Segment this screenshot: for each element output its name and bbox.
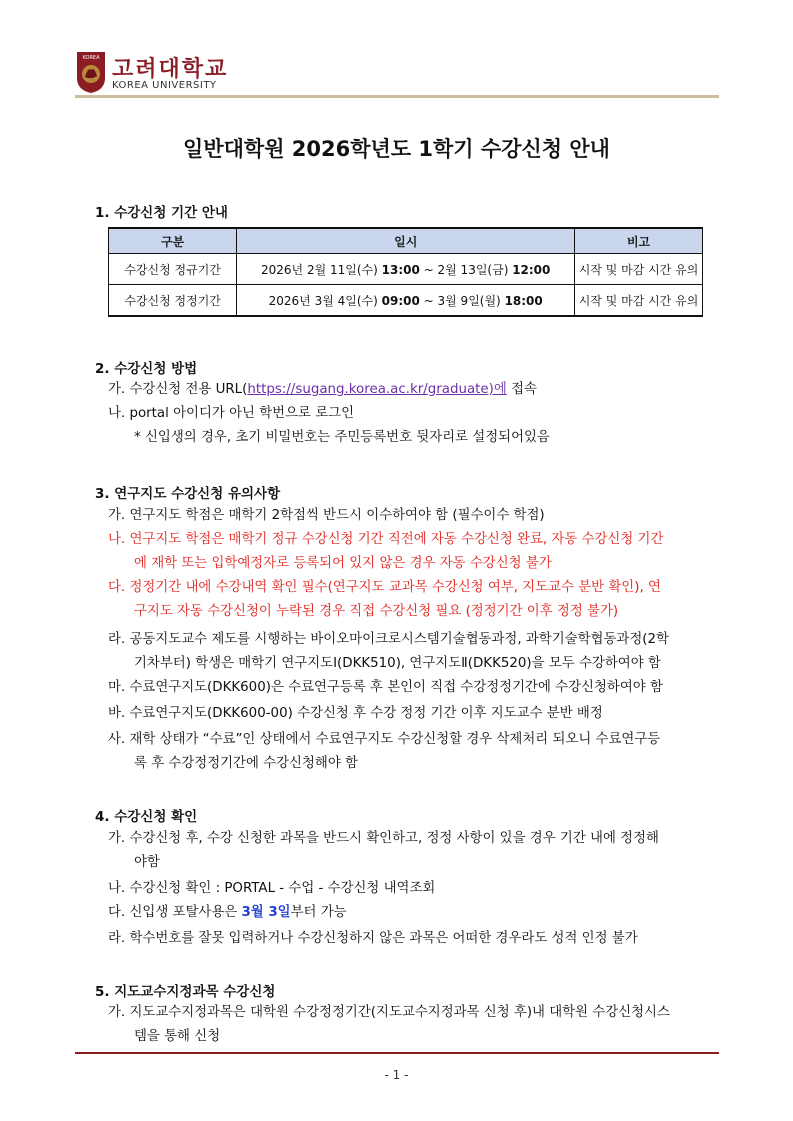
cell-note: 시작 및 마감 시간 유의	[575, 254, 703, 285]
logo-english-name: KOREA UNIVERSITY	[112, 80, 217, 91]
cell-datetime	[237, 254, 575, 285]
cell-category: 수강신청 정규기간	[109, 254, 237, 285]
table-row	[109, 285, 703, 317]
section-4-item-ga-line2: 야함	[134, 855, 160, 870]
item-da-suffix: 부터 가능	[290, 905, 347, 920]
section-3-item-ga: 가. 연구지도 학점은 매학기 2학점씩 반드시 이수하여야 함 (필수이수 학점)	[108, 508, 545, 523]
section-5-heading: 5. 지도교수지정과목 수강신청	[95, 984, 276, 1000]
section-5-item-ga-line1: 가. 지도교수지정과목은 대학원 수강정정기간(지도교수지정과목 신청 후)내 대학원 수강신청시스	[108, 1005, 670, 1020]
section-3-item-na-line1: 나. 연구지도 학점은 매학기 정규 수강신청 기간 직전에 자동 수강신청 완료, 자동 수강신청 기간	[108, 532, 664, 547]
section-2-item-b-note: * 신입생의 경우, 초기 비밀번호는 주민등록번호 뒷자리로 설정되어있음	[134, 430, 550, 445]
section-3-item-da-line2: 구지도 자동 수강신청이 누락된 경우 직접 수강신청 필요 (정정기간 이후 정정 불가)	[134, 604, 619, 619]
time-start: 09:00	[381, 293, 420, 308]
section-4-item-ga-line1: 가. 수강신청 후, 수강 신청한 과목을 반드시 확인하고, 정정 사항이 있을 경우 기간 내에 정정해	[108, 831, 659, 846]
section-3-heading: 3. 연구지도 수강신청 유의사항	[95, 486, 281, 502]
item-a-prefix: 가. 수강신청 전용 URL(	[108, 382, 248, 397]
university-seal-icon	[75, 50, 107, 94]
seal-text: KOREA	[82, 55, 100, 61]
cell-note: 시작 및 마감 시간 유의	[575, 285, 703, 317]
section-1-heading: 1. 수강신청 기간 안내	[95, 205, 228, 221]
portal-start-date: 3월 3일	[241, 905, 291, 920]
cell-category: 수강신청 정정기간	[109, 285, 237, 317]
col-header-note: 비고	[575, 228, 703, 254]
logo-korean-name: 고려대학교	[112, 57, 229, 82]
date-end: ~ 3월 9일(월)	[419, 293, 505, 308]
date-end: ~ 2월 13일(금)	[419, 262, 513, 277]
section-5-item-ga-line2: 템을 통해 신청	[134, 1029, 221, 1044]
col-header-category: 구분	[109, 228, 237, 254]
section-3-item-ba: 바. 수료연구지도(DKK600-00) 수강신청 후 수강 정정 기간 이후 지도교수 분반 배정	[108, 706, 603, 721]
time-end: 12:00	[512, 262, 551, 277]
section-2-item-a	[108, 380, 537, 400]
item-a-suffix: 접속	[506, 382, 537, 397]
date-start: 2026년 2월 11일(수)	[261, 262, 382, 277]
section-3-item-da-line1: 다. 정정기간 내에 수강내역 확인 필수(연구지도 교과목 수강신청 여부, 지도교수 분반 확인), 연	[108, 580, 661, 595]
cell-datetime	[237, 285, 575, 317]
document-title: 일반대학원 2026학년도 1학기 수강신청 안내	[183, 137, 610, 161]
section-4-item-da	[108, 903, 347, 923]
table-header-row	[109, 228, 703, 254]
table-row	[109, 254, 703, 285]
section-2-heading: 2. 수강신청 방법	[95, 361, 198, 377]
section-2-item-b: 나. portal 아이디가 아닌 학번으로 로그인	[108, 406, 355, 421]
section-3-item-sa-line1: 사. 재학 상태가 “수료”인 상태에서 수료연구지도 수강신청할 경우 삭제처리 되오니 수료연구등	[108, 732, 661, 747]
section-3-item-ma: 마. 수료연구지도(DKK600)은 수료연구등록 후 본인이 직접 수강정정기간에 수강신청하여야 함	[108, 680, 663, 695]
section-4-item-na: 나. 수강신청 확인 : PORTAL - 수업 - 수강신청 내역조회	[108, 881, 436, 896]
date-start: 2026년 3월 4일(수)	[268, 293, 382, 308]
time-end: 18:00	[504, 293, 543, 308]
section-4-heading: 4. 수강신청 확인	[95, 809, 198, 825]
sugang-url-link[interactable]: https://sugang.korea.ac.kr/graduate)에	[247, 382, 507, 397]
section-3-item-na-line2: 에 재학 또는 입학예정자로 등록되어 있지 않은 경우 자동 수강신청 불가	[134, 556, 552, 571]
section-3-item-ra-line1: 라. 공동지도교수 제도를 시행하는 바이오마이크로시스템기술협동과정, 과학기술학협동과정(2학	[108, 632, 669, 647]
col-header-datetime: 일시	[237, 228, 575, 254]
registration-period-table	[108, 227, 703, 317]
section-4-item-ra: 라. 학수번호를 잘못 입력하거나 수강신청하지 않은 과목은 어떠한 경우라도 성적 인정 불가	[108, 931, 638, 946]
page-number: - 1 -	[384, 1068, 409, 1082]
time-start: 13:00	[381, 262, 420, 277]
university-logo	[75, 50, 255, 94]
header-divider	[75, 95, 719, 98]
section-3-item-ra-line2: 기차부터) 학생은 매학기 연구지도Ⅰ(DKK510), 연구지도Ⅱ(DKK520)을 모두 수강하여야 함	[134, 656, 661, 671]
item-da-prefix: 다. 신입생 포탈사용은	[108, 905, 242, 920]
section-3-item-sa-line2: 록 후 수강정정기간에 수강신청해야 함	[134, 756, 358, 771]
footer-divider	[75, 1052, 719, 1054]
